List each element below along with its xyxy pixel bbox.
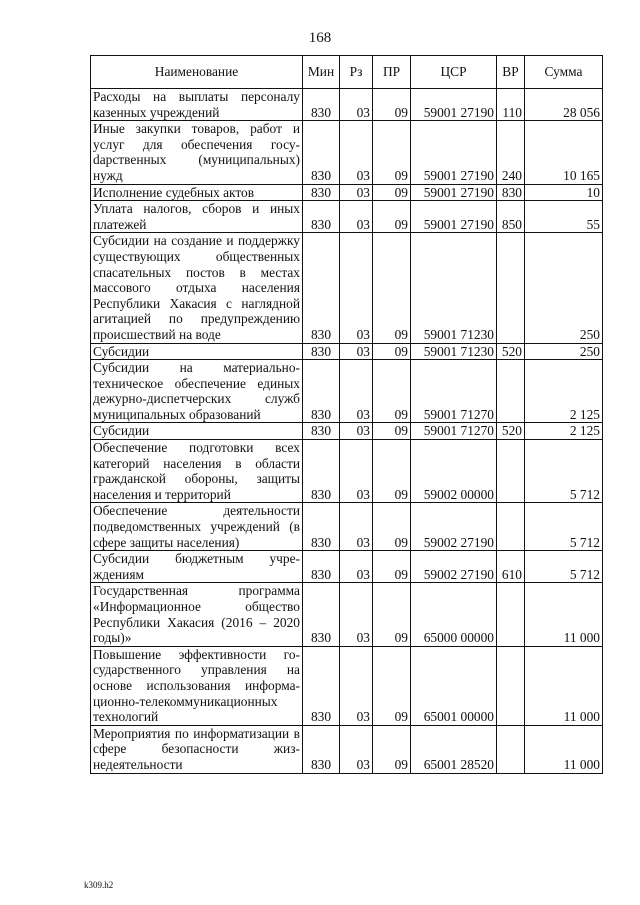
cell-vr: 240 xyxy=(497,121,525,184)
cell-sum: 5 712 xyxy=(525,440,603,503)
cell-csr: 59001 27190 xyxy=(411,201,497,233)
cell-sum: 5 712 xyxy=(525,551,603,583)
table-row xyxy=(91,583,603,646)
cell-rz: 03 xyxy=(340,440,373,503)
cell-vr: 830 xyxy=(497,184,525,201)
cell-name: Обеспечение подготовки всех категорий населения в области гражданской обороны, защиты населения и территорий xyxy=(91,440,303,503)
cell-name: Иные закупки товаров, работ и услуг для обеспечения госуdарственных (муниципальных) нужд xyxy=(91,121,303,184)
cell-rz: 03 xyxy=(340,423,373,440)
cell-sum: 10 xyxy=(525,184,603,201)
cell-csr: 59001 27190 xyxy=(411,121,497,184)
cell-sum: 5 712 xyxy=(525,503,603,551)
cell-rz: 03 xyxy=(340,725,373,773)
cell-sum: 11 000 xyxy=(525,583,603,646)
cell-rz: 03 xyxy=(340,583,373,646)
cell-csr: 59001 71270 xyxy=(411,423,497,440)
cell-rz: 03 xyxy=(340,201,373,233)
cell-rz: 03 xyxy=(340,184,373,201)
footer-code: k309.h2 xyxy=(84,880,114,890)
cell-pr: 09 xyxy=(373,121,411,184)
cell-vr: 520 xyxy=(497,423,525,440)
cell-vr xyxy=(497,233,525,343)
table-row xyxy=(91,121,603,184)
cell-vr xyxy=(497,440,525,503)
cell-min: 830 xyxy=(303,423,340,440)
cell-rz: 03 xyxy=(340,121,373,184)
header-name: Наименование xyxy=(91,56,303,89)
cell-sum: 2 125 xyxy=(525,423,603,440)
cell-min: 830 xyxy=(303,583,340,646)
cell-csr: 65000 00000 xyxy=(411,583,497,646)
cell-min: 830 xyxy=(303,121,340,184)
cell-csr: 59002 00000 xyxy=(411,440,497,503)
cell-sum: 250 xyxy=(525,343,603,360)
cell-name: Обеспечение деятельности подведомственных учреждений (в сфере защиты населения) xyxy=(91,503,303,551)
cell-pr: 09 xyxy=(373,423,411,440)
cell-name: Государственная программа «Информационное общество Республики Хакасия (2016 – 2020 годы)» xyxy=(91,583,303,646)
table-row xyxy=(91,440,603,503)
cell-min: 830 xyxy=(303,440,340,503)
cell-pr: 09 xyxy=(373,503,411,551)
cell-pr: 09 xyxy=(373,184,411,201)
table-header-row xyxy=(91,56,603,89)
cell-vr: 610 xyxy=(497,551,525,583)
table-row xyxy=(91,184,603,201)
cell-csr: 59001 27190 xyxy=(411,184,497,201)
cell-sum: 10 165 xyxy=(525,121,603,184)
cell-min: 830 xyxy=(303,89,340,121)
cell-min: 830 xyxy=(303,725,340,773)
table-body xyxy=(91,89,603,774)
header-sum: Сумма xyxy=(525,56,603,89)
cell-rz: 03 xyxy=(340,646,373,725)
cell-name: Субсидии на создание и поддержку существующих общественных спасательных постов в местах массового отдыха населения Республики Хакасия с наглядной агитацией по предупреждению происшествий на воде xyxy=(91,233,303,343)
cell-name: Субсидии xyxy=(91,343,303,360)
cell-pr: 09 xyxy=(373,89,411,121)
cell-pr: 09 xyxy=(373,201,411,233)
cell-sum: 11 000 xyxy=(525,725,603,773)
cell-name: Повышение эффективности государственного управления на основе использования информационно-телекоммуникационных технологий xyxy=(91,646,303,725)
cell-name: Уплата налогов, сборов и иных платежей xyxy=(91,201,303,233)
cell-name: Субсидии xyxy=(91,423,303,440)
cell-csr: 65001 00000 xyxy=(411,646,497,725)
cell-csr: 59001 71230 xyxy=(411,343,497,360)
cell-min: 830 xyxy=(303,360,340,423)
cell-rz: 03 xyxy=(340,89,373,121)
cell-rz: 03 xyxy=(340,343,373,360)
table-row xyxy=(91,646,603,725)
header-min: Мин xyxy=(303,56,340,89)
cell-csr: 59001 71230 xyxy=(411,233,497,343)
cell-min: 830 xyxy=(303,201,340,233)
cell-min: 830 xyxy=(303,551,340,583)
cell-sum: 11 000 xyxy=(525,646,603,725)
cell-min: 830 xyxy=(303,184,340,201)
cell-vr xyxy=(497,646,525,725)
cell-pr: 09 xyxy=(373,725,411,773)
cell-pr: 09 xyxy=(373,343,411,360)
table-row xyxy=(91,233,603,343)
cell-vr: 110 xyxy=(497,89,525,121)
cell-min: 830 xyxy=(303,343,340,360)
cell-vr: 850 xyxy=(497,201,525,233)
header-vr: ВР xyxy=(497,56,525,89)
budget-table xyxy=(90,55,603,774)
cell-pr: 09 xyxy=(373,233,411,343)
cell-rz: 03 xyxy=(340,503,373,551)
cell-name: Расходы на выплаты персоналу казенных учреждений xyxy=(91,89,303,121)
table-row xyxy=(91,360,603,423)
cell-vr xyxy=(497,360,525,423)
cell-rz: 03 xyxy=(340,551,373,583)
cell-name: Мероприятия по информатизации в сфере безопасности жизнедеятельности xyxy=(91,725,303,773)
cell-min: 830 xyxy=(303,233,340,343)
cell-sum: 55 xyxy=(525,201,603,233)
header-rz: Рз xyxy=(340,56,373,89)
cell-csr: 65001 28520 xyxy=(411,725,497,773)
cell-pr: 09 xyxy=(373,583,411,646)
cell-min: 830 xyxy=(303,503,340,551)
cell-csr: 59002 27190 xyxy=(411,551,497,583)
table-row xyxy=(91,343,603,360)
cell-rz: 03 xyxy=(340,233,373,343)
cell-name: Субсидии на материально-техническое обеспечение единых дежурно-диспетчерских служб муниципальных образований xyxy=(91,360,303,423)
cell-sum: 28 056 xyxy=(525,89,603,121)
cell-pr: 09 xyxy=(373,646,411,725)
cell-sum: 250 xyxy=(525,233,603,343)
table-row xyxy=(91,201,603,233)
table-row xyxy=(91,423,603,440)
cell-name: Исполнение судебных актов xyxy=(91,184,303,201)
cell-csr: 59001 71270 xyxy=(411,360,497,423)
cell-csr: 59002 27190 xyxy=(411,503,497,551)
table-row xyxy=(91,725,603,773)
cell-vr xyxy=(497,503,525,551)
cell-name: Субсидии бюджетным учреждениям xyxy=(91,551,303,583)
cell-rz: 03 xyxy=(340,360,373,423)
cell-csr: 59001 27190 xyxy=(411,89,497,121)
cell-vr xyxy=(497,725,525,773)
header-csr: ЦСР xyxy=(411,56,497,89)
page-number: 168 xyxy=(308,30,332,46)
cell-sum: 2 125 xyxy=(525,360,603,423)
table-row xyxy=(91,89,603,121)
table-row xyxy=(91,551,603,583)
cell-vr: 520 xyxy=(497,343,525,360)
cell-pr: 09 xyxy=(373,440,411,503)
header-pr: ПР xyxy=(373,56,411,89)
cell-min: 830 xyxy=(303,646,340,725)
table-row xyxy=(91,503,603,551)
cell-pr: 09 xyxy=(373,360,411,423)
cell-pr: 09 xyxy=(373,551,411,583)
cell-vr xyxy=(497,583,525,646)
